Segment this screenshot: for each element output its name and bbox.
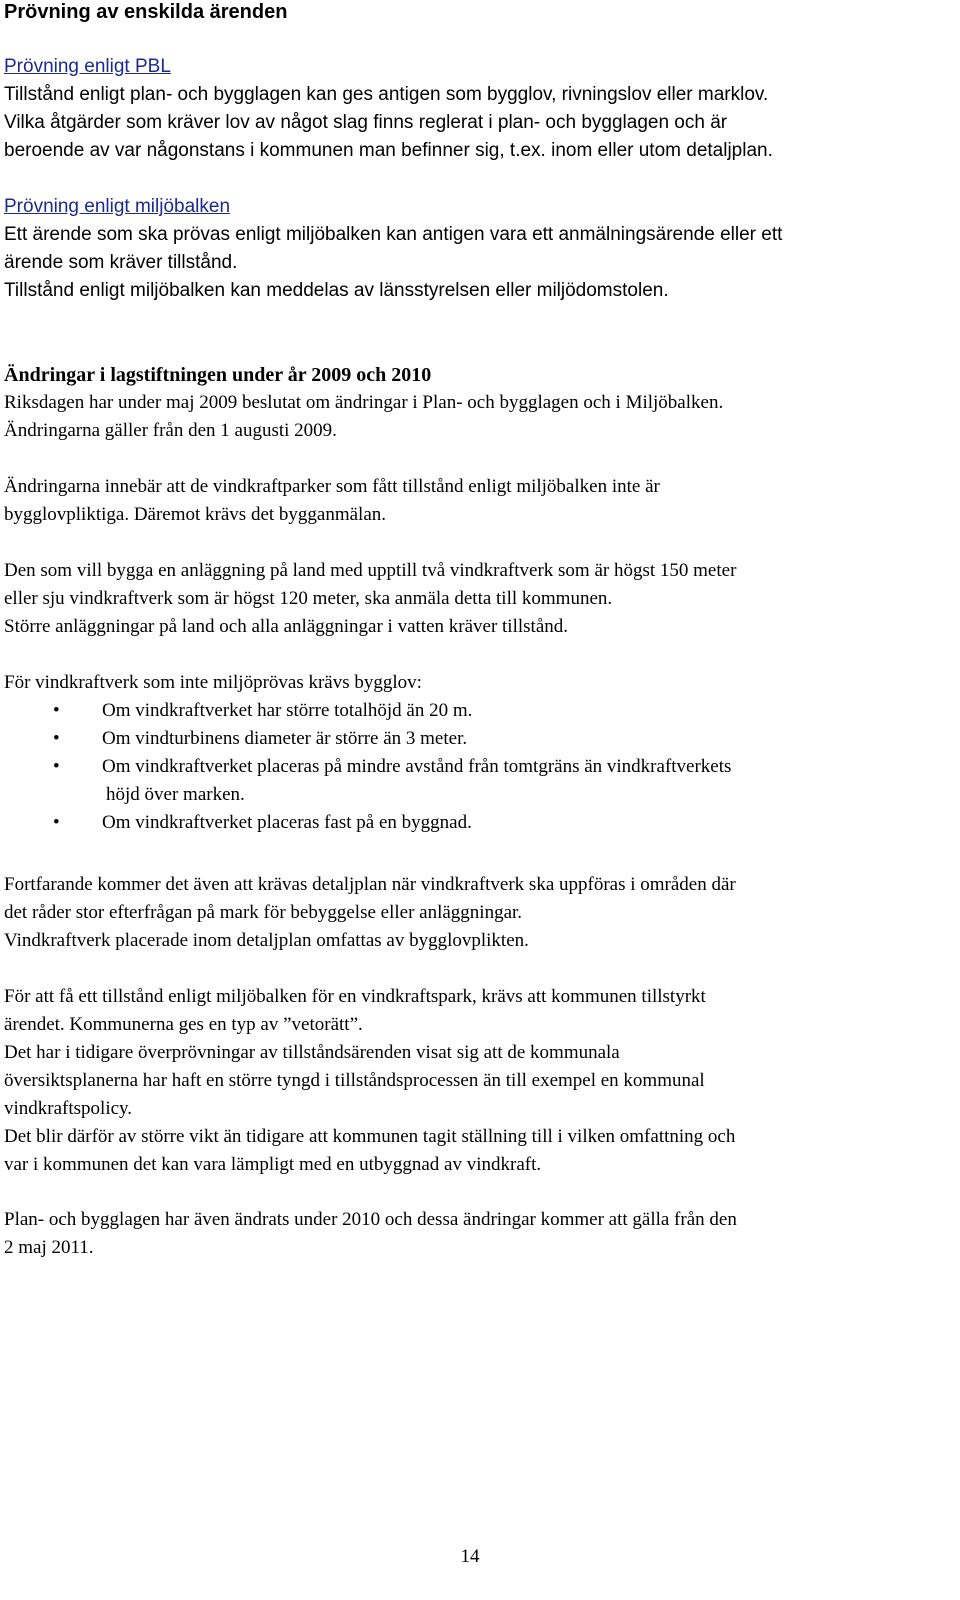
list-intro: För vindkraftverk som inte miljöprövas krävs bygglov: <box>4 672 422 693</box>
paragraph-line: beroende av var någonstans i kommunen man befinner sig, t.ex. inom eller utom detaljplan. <box>4 140 773 161</box>
paragraph-3 <box>4 557 946 641</box>
paragraph-line: Det har i tidigare överprövningar av tillståndsärenden visat sig att de kommunala <box>4 1042 620 1063</box>
list-item <box>4 753 946 809</box>
paragraph-line: Fortfarande kommer det även att krävas detaljplan när vindkraftverk ska uppföras i områden där <box>4 874 736 895</box>
paragraph-line: vindkraftspolicy. <box>4 1098 133 1119</box>
paragraph-line: bygglovpliktiga. Däremot krävs det bygganmälan. <box>4 504 387 525</box>
paragraph-line: ärende som kräver tillstånd. <box>4 252 238 273</box>
paragraph-line: 2 maj 2011. <box>4 1237 94 1258</box>
bullet-list <box>4 697 946 837</box>
section-heading-pbl: Prövning enligt PBL <box>4 56 171 77</box>
bullet-icon: • <box>53 756 60 777</box>
paragraph-line: Vilka åtgärder som kräver lov av något slag finns reglerat i plan- och bygglagen och är <box>4 112 728 133</box>
section-heading-changes: Ändringar i lagstiftningen under år 2009 och 2010 <box>4 364 432 386</box>
paragraph-line: För att få ett tillstånd enligt miljöbalken för en vindkraftspark, krävs att kommunen tillstyrkt <box>4 986 706 1007</box>
list-item <box>4 697 946 725</box>
document-title-block <box>4 0 946 26</box>
section-pbl <box>4 53 946 165</box>
paragraph-2 <box>4 473 946 529</box>
paragraph-line: eller sju vindkraftverk som är högst 120 meter, ska anmäla detta till kommunen. <box>4 588 613 609</box>
paragraph-line: översiktsplanerna har haft en större tyngd i tillståndsprocessen än till exempel en kommunal <box>4 1070 705 1091</box>
section-changes-heading <box>4 361 946 445</box>
paragraph-line: det råder stor efterfrågan på mark för bebyggelse eller anläggningar. <box>4 902 523 923</box>
paragraph-line: Den som vill bygga en anläggning på land med upptill två vindkraftverk som är högst 150 meter <box>4 560 737 581</box>
list-item-text: Om vindkraftverket placeras fast på en byggnad. <box>102 812 472 833</box>
paragraph-line: Riksdagen har under maj 2009 beslutat om ändringar i Plan- och bygglagen och i Miljöbalken. <box>4 392 724 413</box>
paragraph-line: Ändringarna gäller från den 1 augusti 2009. <box>4 420 337 441</box>
section-miljobalken <box>4 193 946 305</box>
paragraph-line: Plan- och bygglagen har även ändrats under 2010 och dessa ändringar kommer att gälla från den <box>4 1209 737 1230</box>
bullet-icon: • <box>53 728 60 749</box>
paragraph-line: Ändringarna innebär att de vindkraftparker som fått tillstånd enligt miljöbalken inte är <box>4 476 660 497</box>
page-number: 14 <box>460 1546 480 1567</box>
list-item-text: Om vindkraftverket placeras på mindre avstånd från tomtgräns än vindkraftverkets <box>102 756 732 777</box>
paragraph-line: Det blir därför av större vikt än tidigare att kommunen tagit ställning till i vilken omfattning och <box>4 1126 736 1147</box>
paragraph-line: ärendet. Kommunerna ges en typ av ”vetorätt”. <box>4 1014 363 1035</box>
bullet-icon: • <box>53 700 60 721</box>
list-item-text: Om vindkraftverket har större totalhöjd än 20 m. <box>102 700 473 721</box>
list-item-text: Om vindturbinens diameter är större än 3 meter. <box>102 728 468 749</box>
paragraph-line: Vindkraftverk placerade inom detaljplan omfattas av bygglovplikten. <box>4 930 529 951</box>
list-item <box>4 809 946 837</box>
paragraph-5 <box>4 983 946 1179</box>
section-heading-miljobalken: Prövning enligt miljöbalken <box>4 196 231 217</box>
list-item <box>4 725 946 753</box>
paragraph-line: Ett ärende som ska prövas enligt miljöbalken kan antigen vara ett anmälningsärende eller ett <box>4 224 783 245</box>
paragraph-4 <box>4 871 946 955</box>
bullet-icon: • <box>53 812 60 833</box>
paragraph-line: Större anläggningar på land och alla anläggningar i vatten kräver tillstånd. <box>4 616 568 637</box>
document-title: Prövning av enskilda ärenden <box>4 1 288 23</box>
paragraph-line: var i kommunen det kan vara lämpligt med en utbyggnad av vindkraft. <box>4 1154 542 1175</box>
paragraph-line: Tillstånd enligt miljöbalken kan meddelas av länsstyrelsen eller miljödomstolen. <box>4 280 669 301</box>
paragraph-line: Tillstånd enligt plan- och bygglagen kan ges antigen som bygglov, rivningslov eller marklov. <box>4 84 769 105</box>
list-item-continuation: höjd över marken. <box>106 784 245 805</box>
bygglov-list-section <box>4 669 946 837</box>
paragraph-6 <box>4 1206 946 1262</box>
